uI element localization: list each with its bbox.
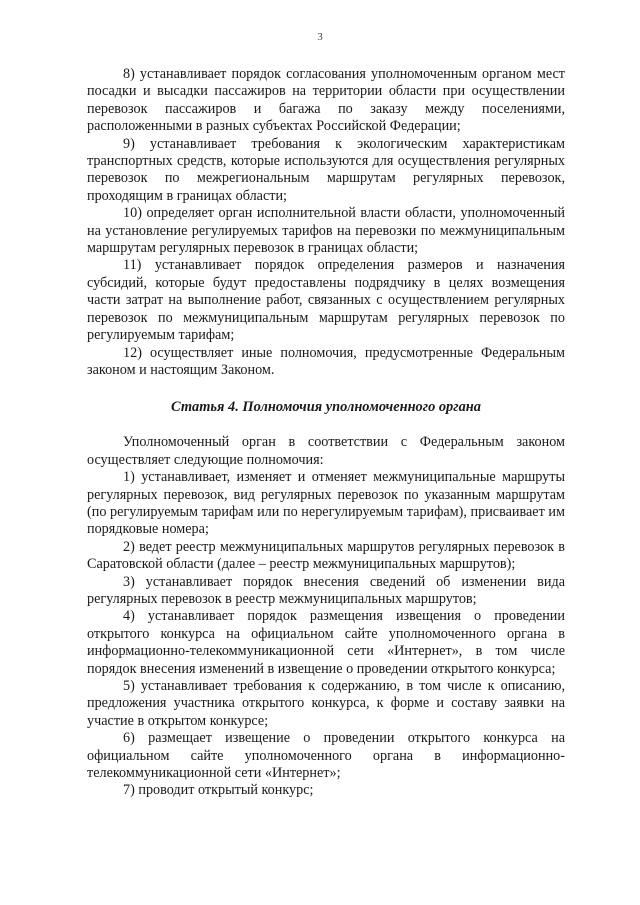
paragraph-item-9: 9) устанавливает требования к экологическим характеристикам транспортных средств, которые используются для осуществления регулярных перевозок по межрегиональным маршрутам регулярных перевозок, проходящим в границах области; xyxy=(87,135,565,204)
paragraph-item-10: 10) определяет орган исполнительной власти области, уполномоченный на установление регулируемых тарифов на перевозки по межмуниципальным маршрутам регулярных перевозок в границах области; xyxy=(87,205,565,257)
paragraph-item-1: 1) устанавливает, изменяет и отменяет межмуниципальные маршруты регулярных перевозок, вид регулярных перевозок по указанным маршрутам (по регулируемым тарифам или по нерегулируемым тарифам), присваивает им порядковые номера; xyxy=(87,469,565,538)
authorized-body-powers xyxy=(87,434,565,800)
paragraph-item-11: 11) устанавливает порядок определения размеров и назначения субсидий, которые будут предоставлены подрядчику в целях возмещения части затрат на выполнение работ, связанных с осуществлением регулярных перевозок по межмуниципальным маршрутам регулярных перевозок по регулируемым тарифам; xyxy=(87,257,565,344)
paragraph-intro: Уполномоченный орган в соответствии с Федеральным законом осуществляет следующие полномочия: xyxy=(87,434,565,468)
paragraph-item-5: 5) устанавливает требования к содержанию, в том числе к описанию, предложения участника открытого конкурса, к форме и составу заявки на участие в открытом конкурсе; xyxy=(87,678,565,729)
paragraph-item-7: 7) проводит открытый конкурс; xyxy=(123,782,314,799)
paragraph-item-2: 2) ведет реестр межмуниципальных маршрутов регулярных перевозок в Саратовской области (далее – реестр межмуниципальных маршрутов); xyxy=(87,538,565,573)
paragraph-item-3: 3) устанавливает порядок внесения сведений об изменении вида регулярных перевозок в реестр межмуниципальных маршрутов; xyxy=(87,573,565,607)
article-heading: Статья 4. Полномочия уполномоченного органа xyxy=(171,399,481,416)
paragraph-item-8: 8) устанавливает порядок согласования уполномоченным органом мест посадки и высадки пассажиров на территории области при осуществлении перевозок пассажиров и багажа по заказу между поселениями, расположенными в разных субъектах Российской Федерации; xyxy=(87,66,565,135)
paragraph-item-4: 4) устанавливает порядок размещения извещения о проведении открытого конкурса на официальном сайте уполномоченного органа в информационно-телекоммуникационной сети «Интернет», в том числе порядок внесения изменений в извещение о проведении открытого конкурса; xyxy=(87,608,565,677)
paragraph-item-12: 12) осуществляет иные полномочия, предусмотренные Федеральным законом и настоящим Законом. xyxy=(87,344,565,378)
paragraph-item-6: 6) размещает извещение о проведении открытого конкурса на официальном сайте уполномоченного органа в информационно-телекоммуникационной сети «Интернет»; xyxy=(87,730,565,782)
page-number: 3 xyxy=(317,31,323,43)
powers-list-continued xyxy=(87,66,565,379)
document-body xyxy=(87,66,565,800)
